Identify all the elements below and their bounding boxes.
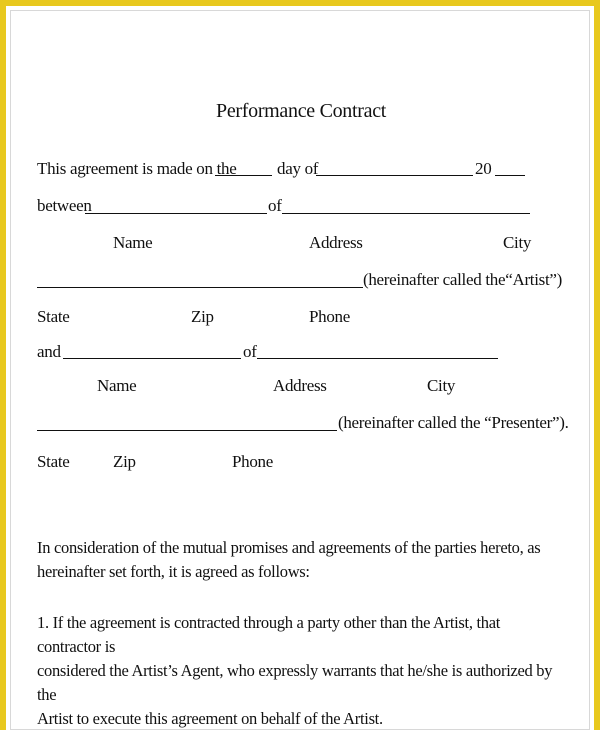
party2-name-blank[interactable] (63, 358, 241, 359)
party2-city-caption: City (427, 376, 456, 395)
contract-page (10, 10, 590, 730)
party1-name-blank[interactable] (85, 213, 267, 214)
month-blank[interactable] (316, 175, 473, 176)
party2-city-blank[interactable] (37, 430, 337, 431)
party2-address-blank[interactable] (257, 358, 498, 359)
clause-1-line-2: considered the Artist’s Agent, who expressly warrants that he/she is authorized by the (37, 661, 553, 704)
consideration-line-2: hereinafter set forth, it is agreed as follows: (37, 562, 310, 581)
party2-of-label: of (243, 342, 257, 361)
day-of-label: day of (277, 159, 319, 178)
party2-zip-caption: Zip (113, 452, 136, 471)
consideration-line-1: In consideration of the mutual promises and agreements of the parties hereto, as (37, 538, 541, 557)
and-label: and (37, 342, 61, 361)
day-blank[interactable] (215, 175, 272, 176)
page-title: Performance Contract (216, 100, 387, 122)
year-blank[interactable] (495, 175, 525, 176)
year-prefix-label: 20 (475, 159, 492, 178)
party1-address-blank[interactable] (282, 213, 530, 214)
party1-city-caption: City (503, 233, 532, 252)
agreement-date-label: This agreement is made on the (37, 159, 237, 178)
clause-1-paragraph (37, 611, 557, 731)
party2-state-caption: State (37, 452, 70, 471)
clause-1-line-3: Artist to execute this agreement on behalf of the Artist. (37, 709, 383, 728)
party1-city-blank[interactable] (37, 287, 363, 288)
party1-of-label: of (268, 196, 282, 215)
presenter-designation: (hereinafter called the “Presenter”). (338, 413, 569, 432)
party1-phone-caption: Phone (309, 307, 351, 326)
clause-1-line-1: 1. If the agreement is contracted through a party other than the Artist, that contractor is (37, 613, 501, 656)
between-label: between (37, 196, 92, 215)
party1-address-caption: Address (309, 233, 363, 252)
artist-designation: (hereinafter called the“Artist”) (363, 270, 562, 289)
consideration-paragraph (37, 536, 557, 584)
party2-address-caption: Address (273, 376, 327, 395)
party2-phone-caption: Phone (232, 452, 274, 471)
party1-name-caption: Name (113, 233, 153, 252)
party1-zip-caption: Zip (191, 307, 214, 326)
party2-name-caption: Name (97, 376, 137, 395)
party1-state-caption: State (37, 307, 70, 326)
